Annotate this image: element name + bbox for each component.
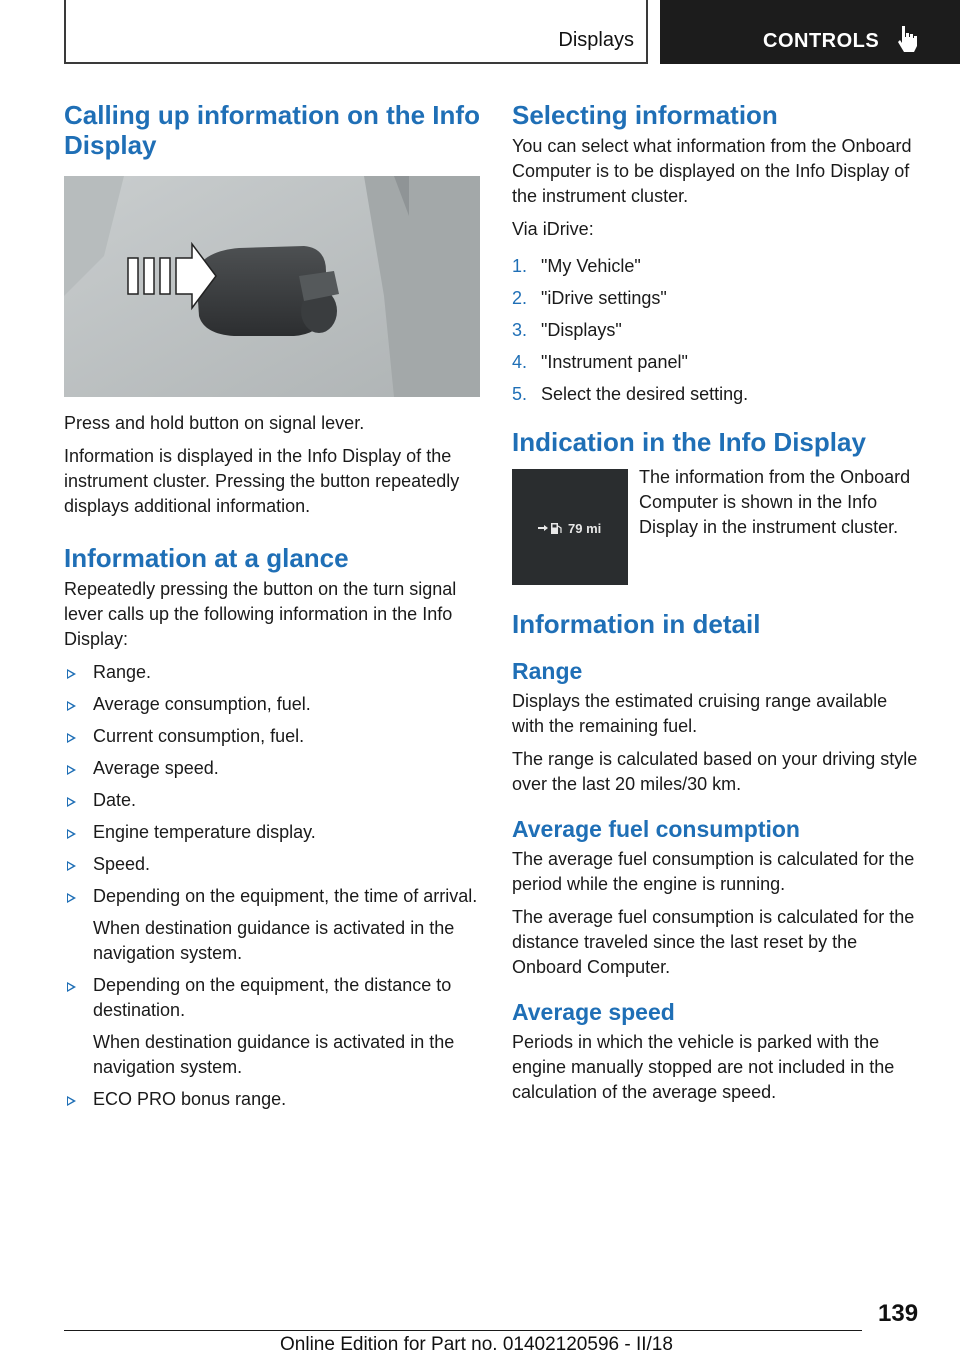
signal-lever-button-photo (64, 176, 480, 397)
cluster-range-value: 79 mi (568, 521, 602, 536)
instrument-cluster-display (512, 469, 628, 585)
header-section-tab (64, 0, 648, 64)
step-item: 1. "My Vehicle" (512, 256, 641, 276)
range-text-1: Displays the estimated cruising range available with the remaining fuel. (512, 691, 888, 736)
heading-calling-up-info: Calling up information on the Info Display (64, 100, 480, 160)
indication-block (512, 465, 922, 583)
heading-info-detail: Information in detail (512, 609, 761, 639)
info-list (64, 660, 482, 1112)
idrive-steps (512, 254, 922, 407)
list-item-note: When destination guidance is activated in the navigation system. (93, 1032, 455, 1077)
heading-selecting-info: Selecting information (512, 100, 778, 130)
list-item: ECO PRO bonus range. (64, 1087, 482, 1112)
right-column (512, 100, 922, 1105)
list-item: Speed. (64, 852, 482, 877)
via-idrive-text: Via iDrive: (512, 219, 594, 239)
step-item: 2. "iDrive settings" (512, 288, 667, 308)
selecting-text: You can select what information from the Onboard Computer is to be displayed on the Info Display of the instrument cluster. (512, 136, 912, 206)
heading-avg-fuel: Average fuel consumption (512, 816, 800, 842)
footer-edition: Online Edition for Part no. 01402120596 - II/18 (280, 1334, 673, 1355)
list-item: Date. (64, 788, 482, 813)
triangle-bullet-icon (67, 765, 76, 775)
list-item: Engine temperature display. (64, 820, 482, 845)
section-title: Displays (558, 29, 634, 51)
triangle-bullet-icon (67, 797, 76, 807)
heading-indication: Indication in the Info Display (512, 427, 866, 457)
pointing-hand-icon (896, 24, 920, 54)
avg-speed-text: Periods in which the vehicle is parked with the engine manually stopped are not included in the calculation of the average speed. (512, 1032, 895, 1102)
triangle-bullet-icon (67, 1096, 76, 1106)
glance-text: Repeatedly pressing the button on the turn signal lever calls up the following information in the Info Display: (64, 579, 457, 649)
heading-info-at-glance: Information at a glance (64, 543, 349, 573)
step-item: 3. "Displays" (512, 320, 622, 340)
triangle-bullet-icon (67, 893, 76, 903)
heading-avg-speed: Average speed (512, 999, 675, 1025)
left-column (64, 100, 482, 1119)
info-text: Information is displayed in the Info Display of the instrument cluster. Pressing the button repeatedly displays additional information. (64, 446, 460, 516)
triangle-bullet-icon (67, 733, 76, 743)
list-item: Current consumption, fuel. (64, 724, 482, 749)
triangle-bullet-icon (67, 829, 76, 839)
indication-text: The information from the Onboard Computer is shown in the Info Display in the instrument cluster. (639, 467, 911, 537)
list-item: Average speed. (64, 756, 482, 781)
avg-fuel-text-1: The average fuel consumption is calculated for the period while the engine is running. (512, 849, 915, 894)
step-item: 4. "Instrument panel" (512, 352, 688, 372)
triangle-bullet-icon (67, 982, 76, 992)
list-item: Average consumption, fuel. (64, 692, 482, 717)
controls-tab (660, 0, 960, 64)
range-text-2: The range is calculated based on your driving style over the last 20 miles/30 km. (512, 749, 918, 794)
avg-fuel-text-2: The average fuel consumption is calculated for the distance traveled since the last reset by the Onboard Computer. (512, 907, 915, 977)
triangle-bullet-icon (67, 701, 76, 711)
footer-divider (64, 1330, 862, 1331)
list-item: Range. (64, 660, 482, 685)
list-item-note: When destination guidance is activated in the navigation system. (93, 918, 455, 963)
press-text: Press and hold button on signal lever. (64, 413, 365, 433)
triangle-bullet-icon (67, 861, 76, 871)
page-number: 139 (878, 1300, 919, 1327)
fuel-range-icon (538, 521, 564, 535)
heading-range: Range (512, 658, 583, 684)
list-item: Depending on the equipment, the distance to destination. When destination guidance is activated in the navigation system. (64, 973, 482, 1080)
step-item: 5. Select the desired setting. (512, 384, 749, 404)
triangle-bullet-icon (67, 669, 76, 679)
controls-label: CONTROLS (763, 30, 880, 52)
list-item: Depending on the equipment, the time of arrival. When destination guidance is activated in the navigation system. (64, 884, 482, 966)
